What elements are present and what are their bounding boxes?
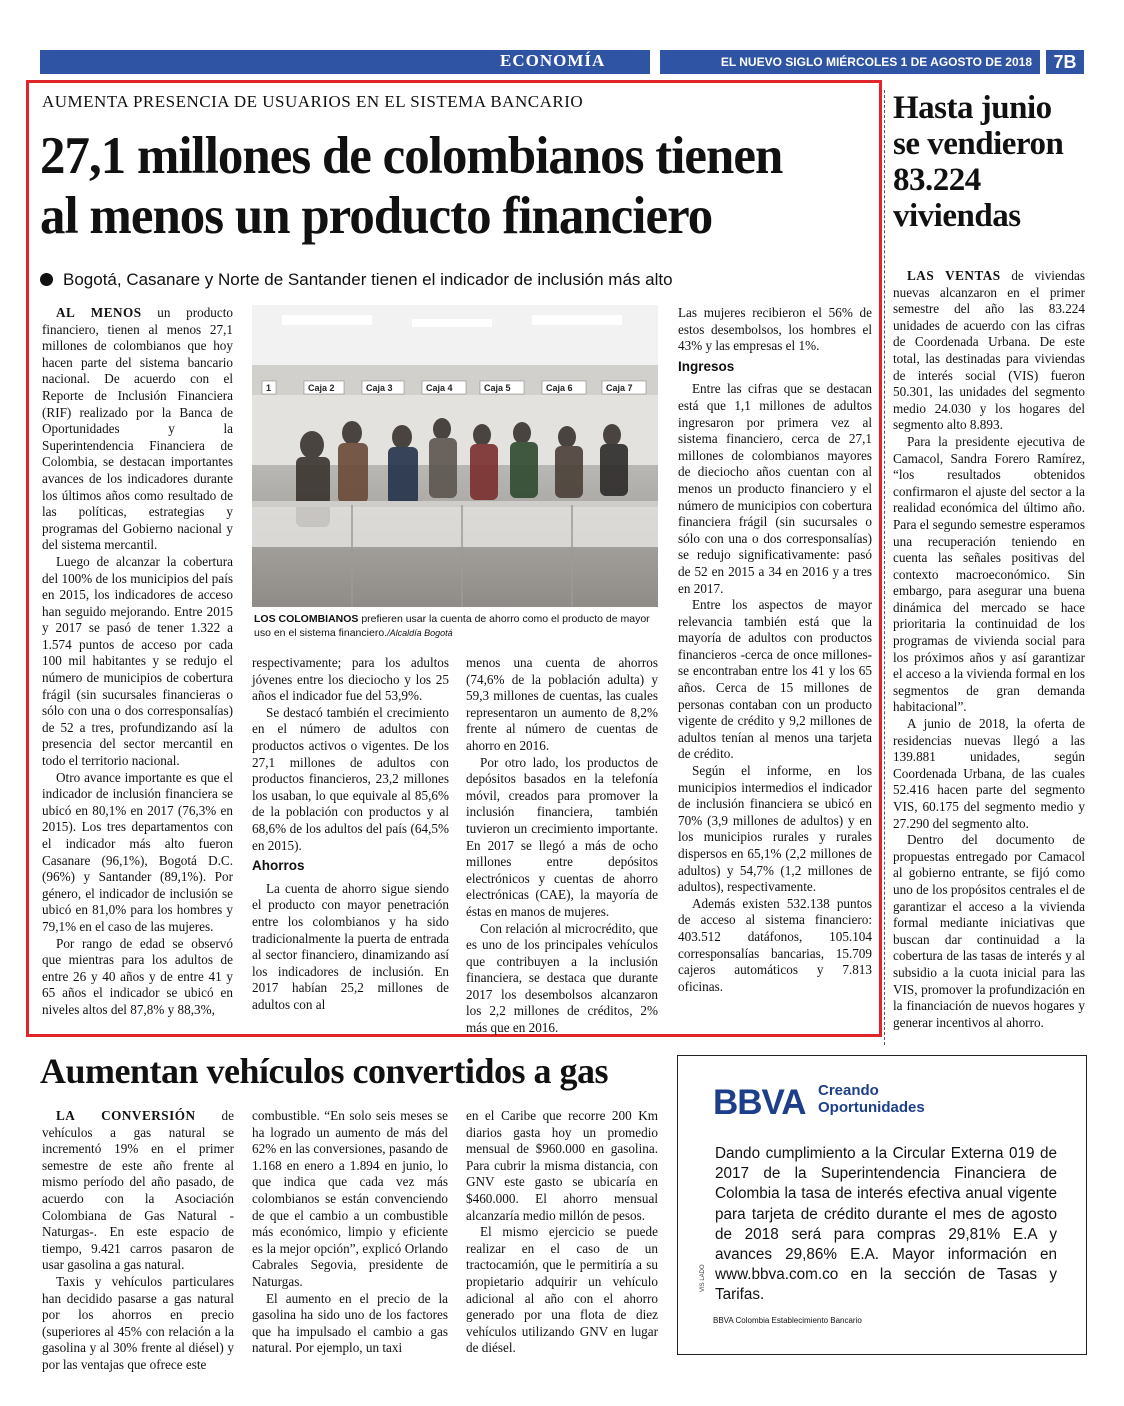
subhead-text: Bogotá, Casanare y Norte de Santander tienen el indicador de inclusión más alto [63, 270, 673, 289]
column-rule [884, 90, 886, 1045]
sign-label: 1 [266, 383, 272, 393]
paragraph: Además existen 532.138 puntos de acceso al sistema financiero: 403.512 datáfonos, 105.104 corresponsalías bancarias, 15.709 cajeros automáticos y 7.813 oficinas. [678, 895, 872, 994]
gas-col-1 [42, 1108, 234, 1374]
photo-caption [254, 612, 656, 640]
ad-footer: BBVA Colombia Establecimiento Bancario [713, 1316, 862, 1325]
paragraph: un producto financiero, tienen al menos 27,1 millones de colombianos que hoy hacen parte del sistema bancario nacional. De acuerdo con el Reporte de Inclusión Financiera (RIF) realizado por la Banca de Oportunidades y la Superintendencia Financiera de Colombia, se destacan importantes avances de los indicadores durante los últimos años como resultado de las políticas, estrategias y programas del Gobierno nacional y del sistema mercantil. [42, 305, 233, 553]
paragraph: A junio de 2018, la oferta de residencias nuevas llegó a las 139.881 unidades, según Coordenada Urbana, de las cuales 52.416 hacen parte del segmento VIS, 60.175 del segmento medio y 27.290 del segmento alto. [893, 716, 1085, 831]
section-bar [40, 50, 650, 74]
bank-photo [252, 305, 658, 607]
paragraph: Por rango de edad se observó que mientras para los adultos de entre 26 y 40 años y de entre 41 y 65 años el indicador se ubicó en niveles altos del 87,8% y 88,3%, [42, 935, 233, 1017]
side-article-body [893, 268, 1085, 1031]
paragraph: Con relación al microcrédito, que es uno de los principales vehículos que contribuyen a la inclusión financiera, se destaca que durante 2017 los desembolsos alcanzaron los 2,2 millones de créditos, 2% más que en 2016. [466, 920, 658, 1036]
caption-text: prefieren usar la cuenta de ahorro como el producto de mayor uso en el sistema financiero. [254, 613, 650, 639]
paragraph: menos una cuenta de ahorros (74,6% de la población adulta) y 59,3 millones de cuentas, las cuales representaron un aumento de 8,2% frente al número de cuentas de ahorro en 2016. [466, 655, 658, 753]
side-headline-line: se vendieron [893, 126, 1064, 162]
paragraph: Las mujeres recibieron el 56% de estos desembolsos, los hombres el 43% y las empresas el 1%. [678, 305, 872, 354]
sign-label: Caja 4 [426, 383, 453, 393]
paragraph: Taxis y vehículos particulares han decidido pasarse a gas natural por los ahorros en precio (superiores al 45% con relación a la gasolina y al 30% frente al diésel) y por las ventajas que ofrece este [42, 1273, 234, 1372]
ad-body: Dando cumplimiento a la Circular Externa 019 de 2017 de la Superintendencia Financiera de Colombia la tasa de interés efectiva anual vigente para tarjeta de crédito durante el mes de agosto de 2018 será para compras 29,81% E.A y avances 29,86% E.A. Mayor información en www.bbva.com.co en la sección de Tasas y Tarifas. [715, 1145, 1057, 1304]
lead-in: LA CONVERSIÓN [56, 1108, 196, 1123]
paragraph: respectivamente; para los adultos jóvenes entre los dieciocho y los 25 años el indicador fue del 53,9%. [252, 655, 449, 704]
main-col-1 [42, 305, 233, 1019]
tagline-line: Oportunidades [818, 1099, 925, 1116]
lead-in: LAS VENTAS [907, 268, 1001, 283]
section-name: ECONOMÍA [500, 51, 606, 70]
lead-in: AL MENOS [56, 305, 142, 320]
paragraph: Dentro del documento de propuestas entregado por Camacol al gobierno entrante, se fijó como uno de los propósitos centrales el de garantizar el acceso a la vivienda formal mediante iniciativas que buscan dar continuidad a la cobertura de las tasas de interés y al subsidio a la cuota inicial para las VIS, promover la profundización en la financiación de nuevos hogares y generar incentivos al ahorro. [893, 832, 1085, 1030]
paragraph: La cuenta de ahorro sigue siendo el producto con mayor penetración entre los colombianos y ha sido tradicionalmente la puerta de entrada al sector financiero, dinamizando así los indicadores de inclusión. En 2017 habían 25,2 millones de adultos con al [252, 880, 449, 1012]
paragraph: Entre las cifras que se destacan está que 1,1 millones de adultos ingresaron por primera vez al sistema financiero, cerca de 27,1 millones de colombianos mayores de dieciocho años cuentan con al menos un producto financiero y el número de municipios con cobertura financiera frágil (sin sucursales o sólo con una o dos corresponsalías) se redujo significativamente: pasó de 52 en 2015 a 34 en 2016 y a tres en 2017. [678, 381, 872, 596]
ad-side-mark: VIS LADO [700, 1264, 706, 1292]
sign-label: Caja 5 [484, 383, 511, 393]
headline-line-1: 27,1 millones de colombianos tienen [40, 127, 783, 185]
paragraph: en el Caribe que recorre 200 Km diarios gasta hoy un promedio mensual de $960.000 en gasolina. Para cubrir la misma distancia, con GNV este gasto se ubicaría en $460.000. El ahorro mensual alcanzaría medio millón de pesos. [466, 1108, 658, 1223]
paragraph: Luego de alcanzar la cobertura del 100% de los municipios del país en 2015, los indicadores de acceso han seguido mejorando. Entre 2015 y 2017 se pasó de tener 1.322 a 1.574 puntos de acceso por cada 100 mil habitantes y se redujo el número de municipios de cobertura frágil (sin sucursales financieras o sólo con una o dos corresponsalías) de 52 a tres, profundizando así la presencia del sector mercantil en todo el territorio nacional. [42, 553, 233, 769]
main-col-3 [466, 655, 658, 1037]
main-col-2 [252, 655, 449, 1013]
photo-credit: /Alcaldía Bogotá [387, 628, 453, 638]
sign-label: Caja 7 [606, 383, 633, 393]
paragraph: Para la presidente ejecutiva de Camacol, Sandra Forero Ramírez, “los resultados obtenidos confirmaron el ajuste del sector a la realidad económica del último año. Para el segundo semestre esperamos una recuperación teniendo en cuenta las señales positivas del contexto macroeconómico. Sin embargo, para asegurar una buena dinámica del mercado se hace prioritaria la continuidad de los programas de vivienda social para los próximos años y así garantizar el acceso a la vivienda formal en los segmentos de gran demanda habitacional”. [893, 433, 1085, 715]
paragraph: de vehículos a gas natural se incrementó 19% en el primer semestre de este año frente al mismo período del año pasado, de acuerdo con la Asociación Colombiana de Gas Natural -Naturgas-. En este espacio de tiempo, 9.421 carros pasaron de usar gasolina a gas natural. [42, 1108, 234, 1273]
bbva-logo: BBVA [713, 1083, 806, 1122]
main-col-4 [678, 305, 872, 995]
gas-headline: Aumentan vehículos convertidos a gas [40, 1051, 609, 1091]
paragraph: Según el informe, en los municipios intermedios el indicador de inclusión financiera se ubicó en 70% (3,9 millones de adultos) y en los municipios rurales y rurales dispersos en 65,1% (2,2 millones de adultos) y 54,7% (1,2 millones de adultos), respectivamente. [678, 763, 872, 895]
paragraph: Entre los aspectos de mayor relevancia también está que la mayoría de adultos con productos financieros -cerca de once millones- se encontraban entre los 41 y los 65 años. Cerca de 15 millones de personas contaban con un producto vigente de crédito y 9,2 millones de adultos tenían al menos una tarjeta de crédito. [678, 597, 872, 762]
caption-lead: LOS COLOMBIANOS [254, 613, 359, 625]
bbva-tagline [818, 1082, 925, 1116]
dateline: EL NUEVO SIGLO MIÉRCOLES 1 DE AGOSTO DE 2018 [660, 50, 1040, 74]
headline-line-2: al menos un producto financiero [40, 187, 713, 245]
paragraph: de viviendas nuevas alcanzaron en el primer semestre del año las 83.224 unidades de acuerdo con las cifras de Coordenada Urbana. De este total, las destinadas para viviendas de interés social (VIS) fueron 50.301, las unidades del segmento medio 24.030 y los hogares del segmento alto 8.893. [893, 268, 1085, 433]
tagline-line: Creando [818, 1082, 879, 1099]
section-subhead: Ingresos [678, 358, 735, 374]
page-header [40, 50, 1084, 74]
sign-label: Caja 3 [366, 383, 393, 393]
gas-col-3 [466, 1108, 658, 1357]
side-headline [893, 90, 1103, 234]
paragraph: Se destacó también el crecimiento en el número de adultos con productos activos o vigentes. De los 27,1 millones de adultos con productos financieros, 23,2 millones los usaban, lo que equivale al 85,6% de la población con productos y al 68,6% de los adultos del país (64,5% en 2015). [252, 704, 449, 853]
paragraph: Otro avance importante es que el indicador de inclusión financiera se ubicó en 80,1% en 2017 (76,3% en 2015). Los tres departamentos con el indicador más alto fueron Casanare (96,1%), Bogotá D.C. (96%) y Santander (89,1%). Por género, el indicador de inclusión se ubicó en 81,0% para los hombres y 79,1% en el caso de las mujeres. [42, 769, 233, 934]
bank-scene-illustration [252, 305, 658, 607]
paragraph: combustible. “En solo seis meses se ha logrado un aumento de más del 62% en las conversiones, pasando de 1.168 en enero a 1.894 en junio, lo que indica que cada vez más colombianos se están convenciendo de que el cambio a un combustible más económico, limpio y eficiente es la mejor opción”, explicó Orlando Cabrales Segovia, presidente de Naturgas. [252, 1108, 448, 1289]
sign-label: Caja 6 [546, 383, 573, 393]
paragraph: El aumento en el precio de la gasolina ha sido uno de los factores que ha impulsado el cambio a gas natural. Por ejemplo, un taxi [252, 1290, 448, 1356]
paragraph: El mismo ejercicio se puede realizar en el caso de un tractocamión, que le permitiría a su propietario adquirir un vehículo adicional al año con el ahorro generado por una flota de diez vehículos utilizando GNV en lugar de diésel. [466, 1224, 658, 1356]
article-kicker: AUMENTA PRESENCIA DE USUARIOS EN EL SISTEMA BANCARIO [42, 92, 584, 111]
sign-label: Caja 2 [308, 383, 335, 393]
page-number: 7B [1046, 50, 1084, 74]
paragraph: Por otro lado, los productos de depósitos basados en la telefonía móvil, creados para promover la inclusión financiera, también tuvieron un crecimiento importante. En 2017 se llegó a más de ocho millones entre depósitos electrónicos y cuentas de ahorro electrónicas (CAE), la mayoría de éstas en manos de mujeres. [466, 754, 658, 919]
gas-col-2 [252, 1108, 448, 1357]
bullet-icon [40, 273, 53, 286]
side-headline-line: Hasta junio [893, 90, 1052, 126]
side-headline-line: viviendas [893, 198, 1021, 234]
article-headline [40, 126, 846, 246]
section-subhead: Ahorros [252, 858, 305, 874]
article-subhead [40, 270, 870, 290]
side-headline-line: 83.224 [893, 162, 981, 198]
